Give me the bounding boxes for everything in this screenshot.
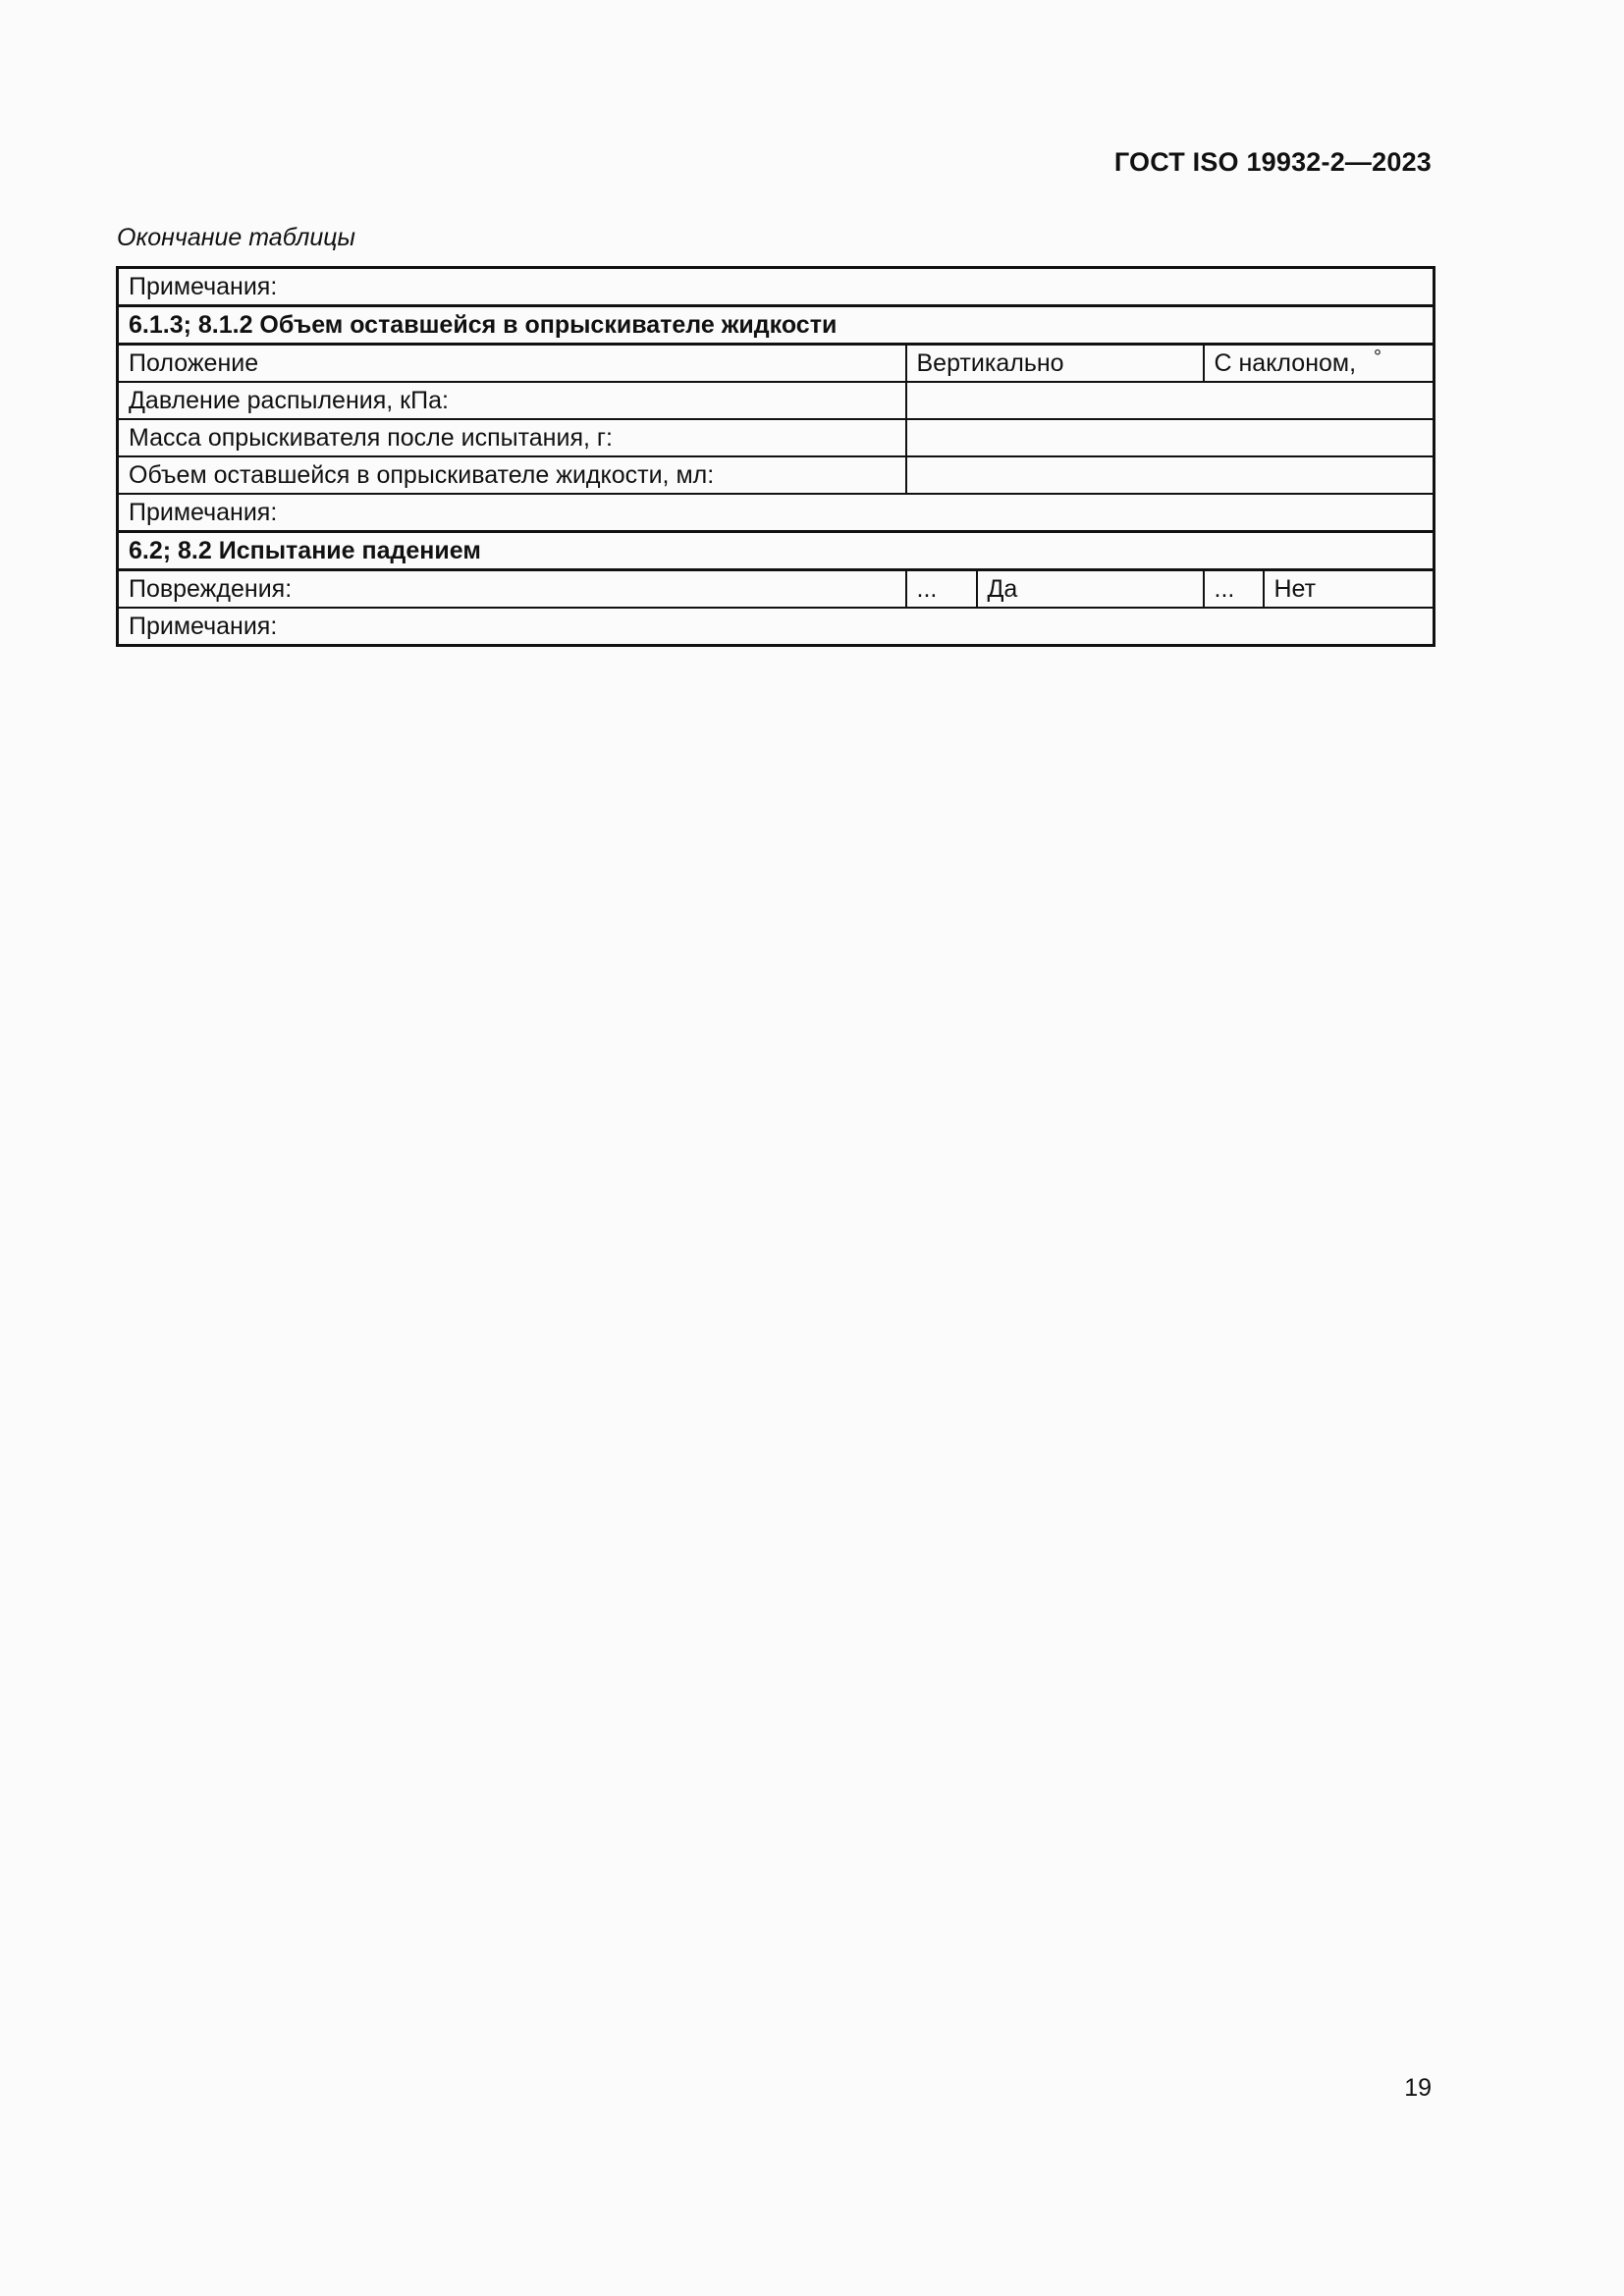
- inclined-label: С наклоном,: [1214, 348, 1357, 377]
- no-checkbox-cell: ...: [1204, 570, 1264, 609]
- document-header: ГОСТ ISO 19932-2—2023: [1113, 147, 1432, 177]
- notes-label: Примечания:: [118, 268, 1435, 306]
- table-row: [118, 345, 1435, 383]
- yes-option: Да: [977, 570, 1204, 609]
- yes-checkbox-cell: ...: [906, 570, 977, 609]
- volume-value-cell: [906, 456, 1435, 494]
- table-row: [118, 532, 1435, 570]
- volume-label: Объем оставшейся в опрыскивателе жидкости, мл:: [118, 456, 906, 494]
- notes-label: Примечания:: [118, 608, 1435, 646]
- table-row: [118, 570, 1435, 609]
- mass-label: Масса опрыскивателя после испытания, г:: [118, 419, 906, 456]
- pressure-value-cell: [906, 382, 1435, 419]
- table-row: [118, 419, 1435, 456]
- table-caption: Окончание таблицы: [117, 224, 355, 251]
- inclined-option: [1204, 345, 1435, 383]
- table-row: [118, 456, 1435, 494]
- notes-label: Примечания:: [118, 494, 1435, 532]
- table-row: [118, 494, 1435, 532]
- section-title-liquid: 6.1.3; 8.1.2 Объем оставшейся в опрыскивателе жидкости: [118, 306, 1435, 345]
- section-title-drop: 6.2; 8.2 Испытание падением: [118, 532, 1435, 570]
- page-number: 19: [1404, 2074, 1432, 2102]
- mass-value-cell: [906, 419, 1435, 456]
- table-row: [118, 608, 1435, 646]
- damage-label: Повреждения:: [118, 570, 906, 609]
- degree-symbol: °: [1374, 346, 1382, 368]
- pressure-label: Давление распыления, кПа:: [118, 382, 906, 419]
- table-row: [118, 382, 1435, 419]
- table-row: [118, 306, 1435, 345]
- position-label: Положение: [118, 345, 906, 383]
- table-row: [118, 268, 1435, 306]
- vertical-option: Вертикально: [906, 345, 1204, 383]
- no-option: Нет: [1264, 570, 1435, 609]
- test-report-table: [116, 266, 1435, 647]
